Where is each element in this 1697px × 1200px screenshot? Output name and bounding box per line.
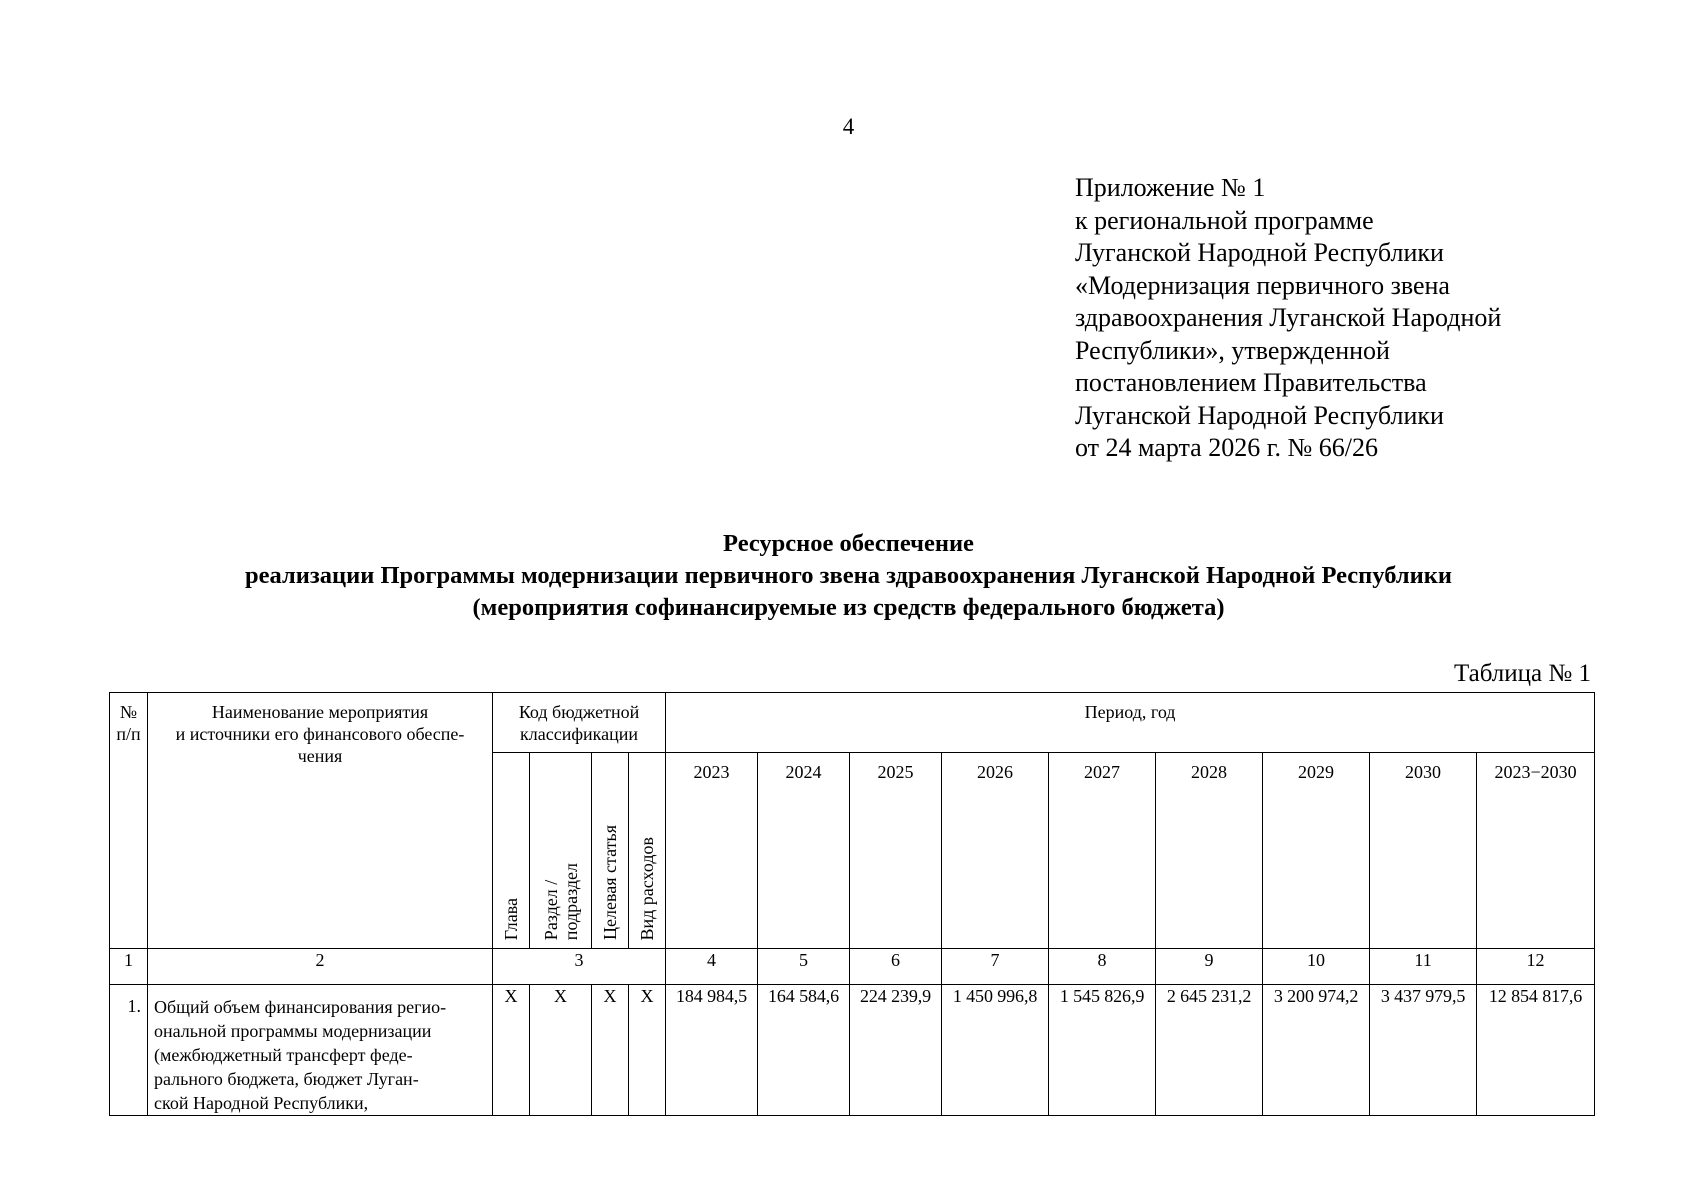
header-year: 2023	[666, 753, 758, 949]
header-razdel-label	[541, 863, 581, 940]
header-year: 2027	[1049, 753, 1156, 949]
index-cell: 2	[148, 949, 493, 985]
title-line-2: реализации Программы модернизации первичного звена здравоохранения Луганской Народной Республики	[245, 562, 1452, 589]
appendix-line: здравоохранения Луганской Народной	[1075, 303, 1502, 332]
row-name-line: (межбюджетный трансферт феде-	[154, 1045, 413, 1065]
header-year-total: 2023−2030	[1477, 753, 1595, 949]
row-value: 1 450 996,8	[942, 985, 1049, 1116]
index-cell: 5	[758, 949, 850, 985]
appendix-line: «Модернизация первичного звена	[1075, 270, 1450, 300]
header-statya	[592, 753, 629, 949]
header-razdel	[530, 753, 592, 949]
index-cell: 4	[666, 949, 758, 985]
index-cell: 12	[1477, 949, 1595, 985]
row-name-line: Общий объем финансирования регио-	[154, 997, 447, 1017]
title-line-1: Ресурсное обеспечение	[723, 530, 974, 557]
index-cell: 7	[942, 949, 1049, 985]
row-value: 184 984,5	[666, 985, 758, 1116]
header-year: 2030	[1370, 753, 1477, 949]
row-value: 2 645 231,2	[1156, 985, 1263, 1116]
index-cell: 9	[1156, 949, 1263, 985]
row-code: Х	[493, 985, 530, 1116]
header-glava-label: Глава	[501, 897, 521, 940]
table-label: Таблица № 1	[1453, 660, 1591, 687]
row-name-line: ональной программы модернизации	[154, 1021, 432, 1041]
header-year: 2024	[758, 753, 850, 949]
index-cell: 1	[110, 949, 148, 985]
header-glava	[493, 753, 530, 949]
appendix-line: от 24 марта 2026 г. № 66/26	[1075, 433, 1378, 462]
appendix-block	[1075, 172, 1635, 465]
row-code: Х	[592, 985, 629, 1116]
header-name-line: и источники его финансового обеспе-	[175, 724, 465, 744]
header-num	[110, 693, 148, 949]
document-title	[0, 528, 1697, 624]
resource-table	[109, 692, 1595, 1116]
header-code-line: классификации	[520, 724, 639, 744]
row-name-line: рального бюджета, бюджет Луган-	[154, 1069, 419, 1089]
column-index-row	[110, 949, 1595, 985]
appendix-line: постановлением Правительства	[1075, 368, 1427, 397]
index-cell: 11	[1370, 949, 1477, 985]
header-code-line: Код бюджетной	[518, 702, 640, 722]
header-vid-label: Вид расходов	[637, 836, 658, 940]
row-value: 3 200 974,2	[1263, 985, 1370, 1116]
appendix-line: Луганской Народной Республики	[1075, 400, 1444, 430]
header-num-line: п/п	[116, 724, 141, 744]
row-value: 1 545 826,9	[1049, 985, 1156, 1116]
index-cell: 3	[493, 949, 666, 985]
header-vid	[629, 753, 666, 949]
appendix-line: Республики», утвержденной	[1075, 335, 1390, 365]
row-value-total: 12 854 817,6	[1477, 985, 1595, 1116]
header-name	[148, 693, 493, 949]
appendix-line: к региональной программе	[1075, 205, 1374, 235]
index-cell: 10	[1263, 949, 1370, 985]
index-cell: 8	[1049, 949, 1156, 985]
row-code: Х	[629, 985, 666, 1116]
header-name-line: Наименование мероприятия	[211, 702, 429, 722]
title-line-3: (мероприятия софинансируемые из средств федерального бюджета)	[472, 594, 1225, 621]
header-name-line: чения	[297, 746, 343, 766]
header-year: 2029	[1263, 753, 1370, 949]
header-year: 2026	[942, 753, 1049, 949]
row-code: Х	[530, 985, 592, 1116]
header-year: 2028	[1156, 753, 1263, 949]
appendix-line: Приложение № 1	[1075, 173, 1266, 202]
row-number: 1.	[110, 985, 148, 1116]
row-value: 164 584,6	[758, 985, 850, 1116]
row-name-line: ской Народной Республики,	[154, 1093, 369, 1113]
index-cell: 6	[850, 949, 942, 985]
table-row	[110, 985, 1595, 1116]
header-statya-label: Целевая статья	[600, 825, 620, 940]
appendix-line: Луганской Народной Республики	[1075, 238, 1444, 267]
row-value: 3 437 979,5	[1370, 985, 1477, 1116]
page-number: 4	[842, 114, 855, 139]
header-budget-code	[493, 693, 666, 753]
header-year: 2025	[850, 753, 942, 949]
header-num-line: №	[119, 702, 138, 722]
row-value: 224 239,9	[850, 985, 942, 1116]
header-period: Период, год	[666, 693, 1595, 753]
header-razdel-line: Раздел /	[540, 879, 561, 940]
row-name	[148, 985, 493, 1116]
header-razdel-line: подраздел	[560, 862, 581, 940]
